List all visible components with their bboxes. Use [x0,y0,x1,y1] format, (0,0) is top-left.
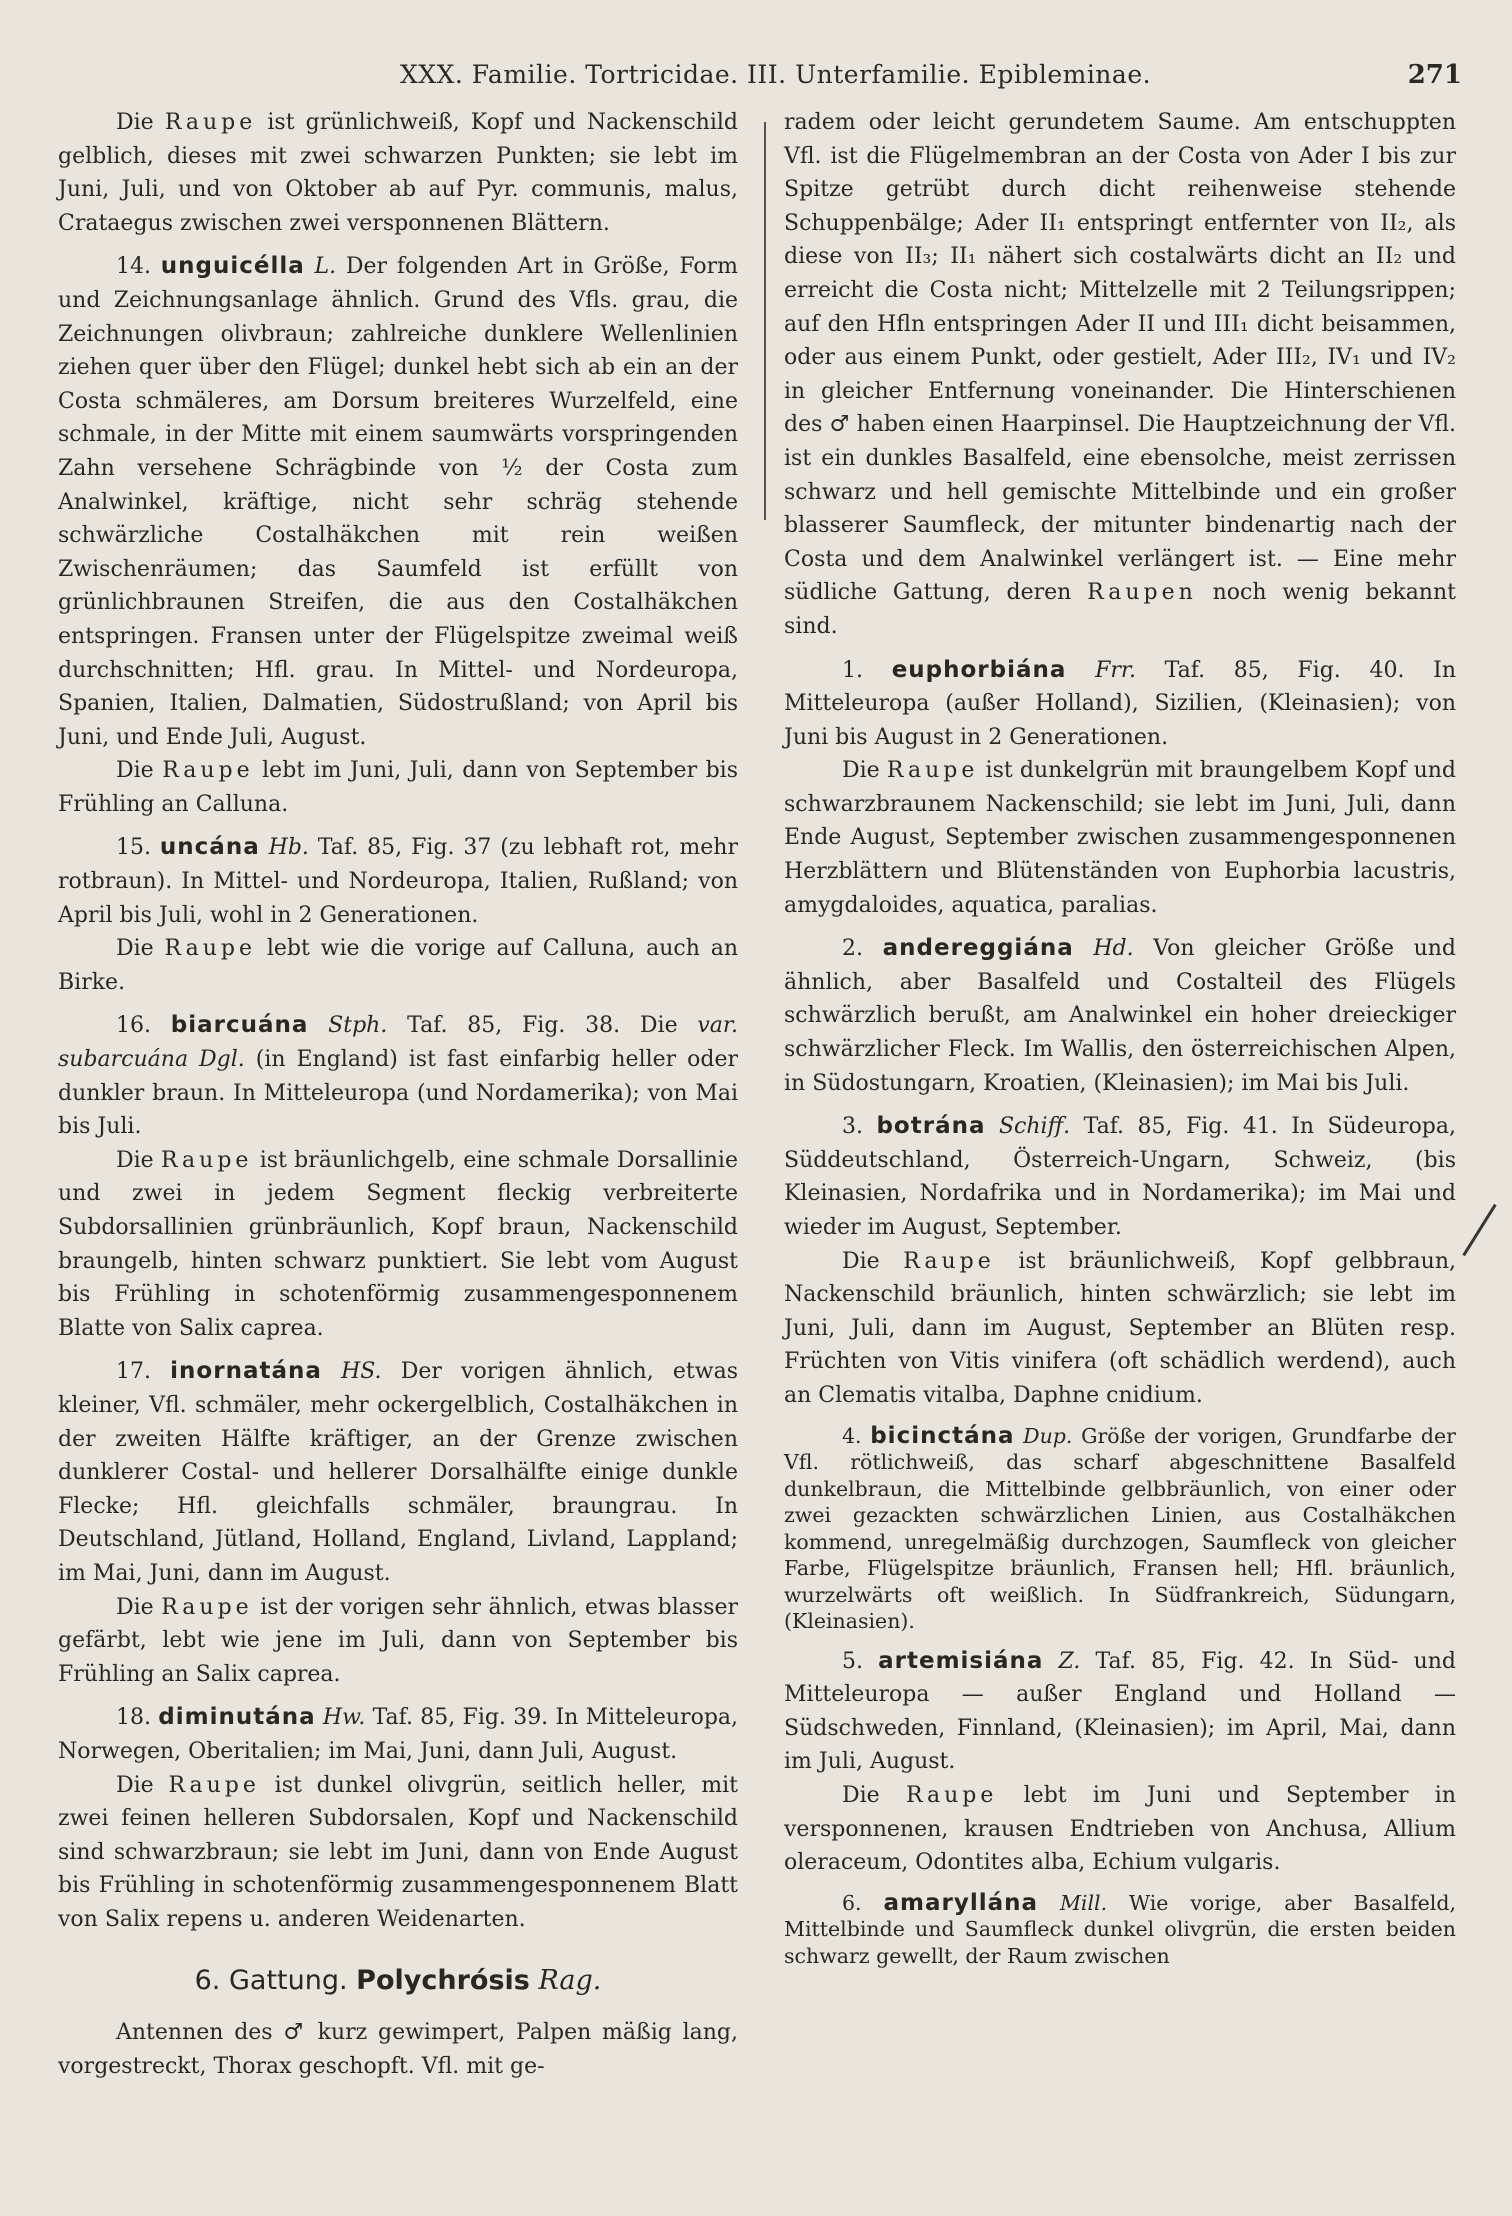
entry-4-bicinctana: 4. bicinctána Dup. Größe der vorigen, Grundfarbe der Vfl. rötlichweiß, das scharf abgeschnittene Basalfeld dunkelbraun, die Mittelbinde gelbbräunlich, von einer oder zwei gezackten schwärzlichen Linien, aus Costalhäkchen kommend, unregelmäßig durchzogen, Saumfleck von gleicher Farbe, Flügelspitze bräunlich, Fransen hell; Hfl. bräunlich, wurzelwärts oft weißlich. In Südfrankreich, Südungarn, (Kleinasien). [784,1422,1456,1634]
entry-15-raupe: Die Raupe lebt wie die vorige auf Calluna, auch an Birke. [58,936,738,995]
entry-2-andereggiana: 2. andereggiána Hd. Von gleicher Größe und ähnlich, aber Basalfeld und Costalteil des Flügels schwärzlich berußt, am Analwinkel ein hoher dreieckiger schwärzlicher Fleck. Im Wallis, den österreichischen Alpen, in Südostungarn, Kroatien, (Kleinasien); im Mai bis Juli. [784,935,1456,1096]
right-column [784,106,1456,1969]
page-number: 271 [1407,60,1462,90]
entry-3-botrana: 3. botrána Schiff. Taf. 85, Fig. 41. In Südeuropa, Süddeutschland, Österreich-Ungarn, Schweiz, (bis Kleinasien, Nordafrika und in Nordamerika); im Mai und wieder im August, September. [784,1113,1457,1240]
margin-pencil-mark [1462,1204,1496,1256]
species-name: artemisiána [878,1647,1044,1674]
genus-heading: 6. Gattung. Polychrósis Rag. [194,1965,602,1997]
species-name: amaryllána [883,1889,1039,1916]
entry-16-biarcuana: 16. biarcuána Stph. Taf. 85, Fig. 38. Die var. subarcuána Dgl. (in England) ist fast einfarbig heller oder dunkler braun. In Mitteleuropa (und Nordamerika); von Mai bis Juli. [58,1012,738,1140]
left-column [58,106,738,2083]
entry-17-inornatana: 17. inornatána HS. Der vorigen ähnlich, etwas kleiner, Vfl. schmäler, mehr ockergelblich, Costalhäkchen in der zweiten Hälfte kräftiger, an der Grenze zwischen dunklerer Costal- und hellerer Dorsalhälfte einige dunkle Flecke; Hfl. gleichfalls schmäler, braungrau. In Deutschland, Jütland, Holland, England, Livland, Lappland; im Mai, Juni, dann im August. [58,1358,738,1586]
paragraph-raupe-previous: Die Raupe ist grünlichweiß, Kopf und Nackenschild gelblich, dieses mit zwei schwarzen Punkten; sie lebt im Juni, Juli, und von Oktober ab auf Pyr. communis, malus, Crataegus zwischen zwei versponnenen Blättern. [58,110,738,236]
genus-description-continued: radem oder leicht gerundetem Saume. Am entschuppten Vfl. ist die Flügelmembran an der Costa von Ader I bis zur Spitze getrübt durch dicht reihenweise stehende Schuppenbälge; Ader II₁ entspringt entfernter von II₂, als diese von II₃; II₁ nähert sich costalwärts dicht an II₂ und erreicht die Costa nicht; Mittelzelle mit 2 Teilungsrippen; auf den Hfln entspringen Ader II und III₁ dicht beisammen, oder aus einem Punkt, oder gestielt, Ader III₂, IV₁ und IV₂ in gleicher Entfernung voneinander. Die Hinterschienen des ♂ haben einen Haarpinsel. Die Hauptzeichnung der Vfl. ist ein dunkles Basalfeld, eine ebensolche, meist zerrissen schwarz und hell gemischte Mittelbinde und ein großer blasserer Saumfleck, der mitunter bindenartig nach der Costa und dem Analwinkel verlängert ist. — Eine mehr südliche Gattung, deren Raupen noch wenig bekannt sind. [784,110,1456,639]
entry-1-euphorbiana: 1. euphorbiána Frr. Taf. 85, Fig. 40. In Mitteleuropa (außer Holland), Sizilien, (Kleinasien); von Juni bis August in 2 Generationen. [784,656,1456,750]
entry-15-uncana: 15. uncána Hb. Taf. 85, Fig. 37 (zu lebhaft rot, mehr rotbraun). In Mittel- und Nordeuropa, Italien, Rußland; von April bis Juli, wohl in 2 Generationen. [58,834,738,928]
species-name: biarcuána [170,1012,309,1039]
entry-16-raupe: Die Raupe ist bräunlichgelb, eine schmale Dorsallinie und zwei in jedem Segment fleckig verbreiterte Subdorsallinien grünbräunlich, Kopf braun, Nackenschild braungelb, hinten schwarz punktiert. Sie lebt vom August bis Frühling in schotenförmig zusammengesponnenem Blatte von Salix caprea. [58,1147,738,1341]
entry-18-diminutana: 18. diminutána Hw. Taf. 85, Fig. 39. In Mitteleuropa, Norwegen, Oberitalien; im Mai, Juni, dann Juli, August. [58,1704,739,1764]
species-name: uncána [159,834,260,861]
page-header [60,56,1462,96]
entry-18-raupe: Die Raupe ist dunkel olivgrün, seitlich heller, mit zwei feinen helleren Subdorsalen, Kopf und Nackenschild sind schwarzbraun; sie lebt im Juni, dann von Ende August bis Frühling in schotenförmig zusammengesponnenem Blatt von Salix repens u. anderen Weidenarten. [58,1772,738,1932]
species-name: inornatána [170,1358,322,1385]
entry-5-raupe: Die Raupe lebt im Juni und September in versponnenen, krausen Endtrieben von Anchusa, Allium oleraceum, Odontites alba, Echium vulgaris. [784,1782,1457,1876]
entry-14-unguicella: 14. unguicélla L. Der folgenden Art in Größe, Form und Zeichnungsanlage ähnlich. Grund des Vfls. grau, die Zeichnungen olivbraun; zahlreiche dunklere Wellenlinien ziehen quer über den Flügel; dunkel hebt sich ab ein an der Costa schmäleres, am Dorsum breiteres Wurzelfeld, eine schmale, in der Mitte mit einem saumwärts vorspringenden Zahn versehene Schrägbinde von ½ der Costa zum Analwinkel, kräftige, nicht sehr schräg stehende schwärzliche Costalhäkchen mit rein weißen Zwischenräumen; das Saumfeld ist erfüllt von grünlichbraunen Streifen, die aus den Costalhäkchen entspringen. Fransen unter der Flügelspitze zweimal weiß durchschnitten; Hfl. grau. In Mittel- und Nordeuropa, Spanien, Italien, Dalmatien, Südostrußland; von April bis Juni, und Ende Juli, August. [58,253,739,750]
running-head: XXX. Familie. Tortricidae. III. Unterfamilie. Epibleminae. [400,60,1152,89]
species-name: botrána [876,1113,986,1140]
column-rule [764,122,766,520]
species-name: diminutána [158,1704,316,1731]
species-name: bicinctána [870,1422,1015,1449]
entry-5-artemisiana: 5. artemisiána Z. Taf. 85, Fig. 42. In Süd- und Mitteleuropa — außer England und Holland — Südschweden, Finnland, (Kleinasien); im April, Mai, dann im Juli, August. [784,1647,1456,1775]
species-name: unguicélla [160,253,305,280]
species-name: andereggiána [882,935,1074,962]
entry-6-amaryllana: 6. amaryllána Mill. Wie vorige, aber Basalfeld, Mittelbinde und Saumfleck dunkel olivgrün, die ersten beiden schwarz gewellt, der Raum zwischen [784,1889,1456,1968]
species-name: euphorbiána [891,656,1067,683]
entry-17-raupe: Die Raupe ist der vorigen sehr ähnlich, etwas blasser gefärbt, lebt wie jene im Juli, dann von September bis Frühling an Salix caprea. [58,1594,739,1687]
entry-1-raupe: Die Raupe ist dunkelgrün mit braungelbem Kopf und schwarzbraunem Nackenschild; sie lebt im Juni, Juli, dann Ende August, September zwischen zusammengesponnenen Herzblättern und Blütenständen von Euphorbia lacustris, amygdaloides, aquatica, paralias. [784,758,1456,918]
entry-14-raupe: Die Raupe lebt im Juni, Juli, dann von September bis Frühling an Calluna. [58,758,738,817]
entry-3-raupe: Die Raupe ist bräunlichweiß, Kopf gelbbraun, Nackenschild bräunlich, hinten schwärzlich; sie lebt im Juni, Juli, dann im August, September an Blüten resp. Früchten von Vitis vinifera (oft schädlich werdend), auch an Clematis vitalba, Daphne cnidium. [784,1248,1457,1408]
genus-description: Antennen des ♂ kurz gewimpert, Palpen mäßig lang, vorgestreckt, Thorax geschopft. Vfl. mit ge- [58,2020,738,2079]
